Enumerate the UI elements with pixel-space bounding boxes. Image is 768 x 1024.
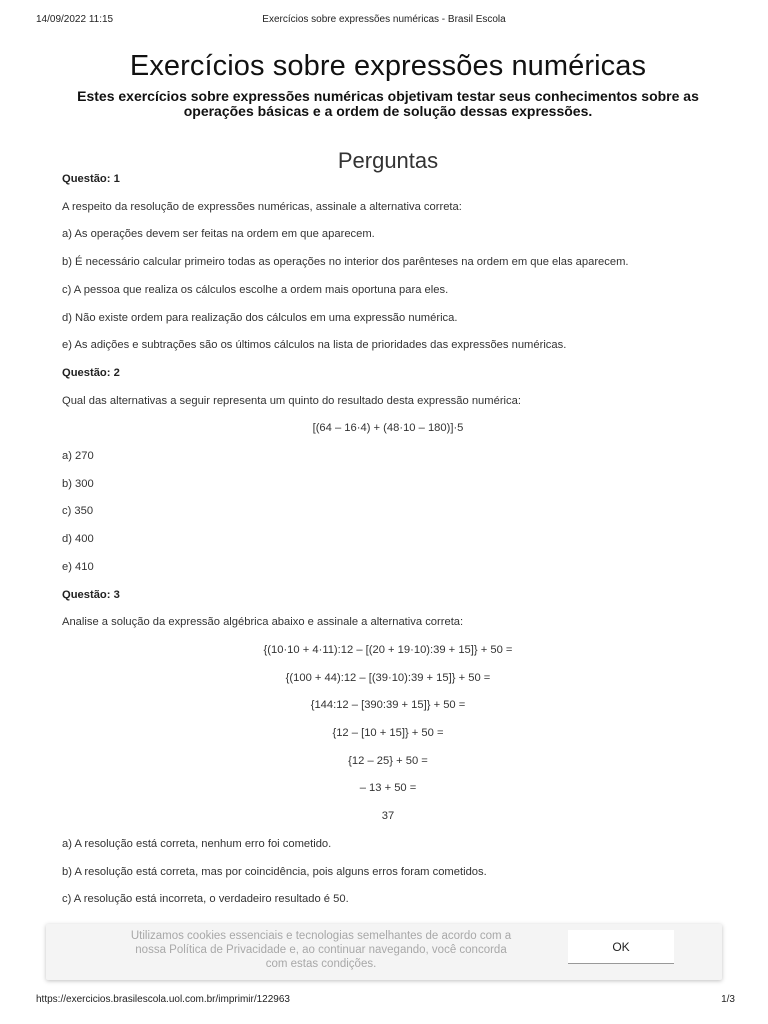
- question-label: Questão: 1: [62, 173, 120, 185]
- math-expression-step: {(100 + 44):12 – [(39·10):39 + 15]} + 50 =: [285, 672, 491, 684]
- math-expression-step: {(10·10 + 4·11):12 – [(20 + 19·10):39 + 15]} + 50 =: [263, 644, 513, 656]
- cookie-text-line-1: Utilizamos cookies essenciais e tecnologias semelhantes de acordo com a: [130, 930, 512, 942]
- cookie-text-line-2: nossa Política de Privacidade e, ao continuar navegando, você concorda: [135, 944, 507, 956]
- cookie-consent-text: [76, 929, 566, 971]
- question-statement: Qual das alternativas a seguir representa um quinto do resultado desta expressão numérica:: [62, 395, 521, 407]
- section-title: Perguntas: [337, 148, 439, 173]
- question-label: Questão: 3: [62, 589, 120, 601]
- answer-option: e) 410: [62, 561, 94, 573]
- article-intro: [40, 89, 736, 119]
- math-expression-step: {144:12 – [390:39 + 15]} + 50 =: [310, 699, 466, 711]
- print-url: https://exercicios.brasilescola.uol.com.br/imprimir/122963: [36, 994, 290, 1005]
- math-expression-result: 37: [381, 810, 395, 822]
- answer-option: d) Não existe ordem para realização dos cálculos em uma expressão numérica.: [62, 312, 458, 324]
- print-header: [0, 14, 768, 28]
- print-page-title: Exercícios sobre expressões numéricas - Brasil Escola: [262, 14, 506, 25]
- answer-option: a) 270: [62, 450, 94, 462]
- math-expression-step: – 13 + 50 =: [359, 782, 417, 794]
- intro-line-1: Estes exercícios sobre expressões numéricas objetivam testar seus conhecimentos sobre as: [77, 88, 699, 104]
- article-title: Exercícios sobre expressões numéricas: [129, 50, 647, 82]
- question-statement: A respeito da resolução de expressões numéricas, assinale a alternativa correta:: [62, 201, 462, 213]
- question-statement: Analise a solução da expressão algébrica abaixo e assinale a alternativa correta:: [62, 616, 464, 628]
- answer-option: d) 400: [62, 533, 94, 545]
- answer-option: b) 300: [62, 478, 94, 490]
- answer-option: a) A resolução está correta, nenhum erro foi cometido.: [62, 838, 332, 850]
- math-expression-step: {12 – [10 + 15]} + 50 =: [332, 727, 444, 739]
- answer-option: b) É necessário calcular primeiro todas as operações no interior dos parênteses na ordem em que elas aparecem.: [62, 256, 629, 268]
- answer-option: c) 350: [62, 505, 94, 517]
- math-expression: [(64 – 16·4) + (48·10 – 180)]·5: [312, 422, 464, 434]
- question-label: Questão: 2: [62, 367, 120, 379]
- answer-option: a) As operações devem ser feitas na ordem em que aparecem.: [62, 228, 375, 240]
- answer-option: b) A resolução está correta, mas por coincidência, pois alguns erros foram cometidos.: [62, 866, 487, 878]
- answer-option: c) A pessoa que realiza os cálculos escolhe a ordem mais oportuna para eles.: [62, 284, 449, 296]
- print-datetime: 14/09/2022 11:15: [36, 14, 114, 25]
- answer-option: c) A resolução está incorreta, o verdadeiro resultado é 50.: [62, 893, 349, 905]
- print-footer: [0, 994, 768, 1008]
- math-expression-step: {12 – 25} + 50 =: [348, 755, 428, 767]
- cookie-ok-button[interactable]: OK: [568, 930, 674, 964]
- answer-option: e) As adições e subtrações são os últimos cálculos na lista de prioridades das expressões numéricas.: [62, 339, 567, 351]
- cookie-consent-banner: [46, 924, 722, 980]
- print-page-number: 1/3: [721, 994, 735, 1005]
- intro-line-2: operações básicas e a ordem de solução dessas expressões.: [183, 103, 593, 119]
- cookie-text-line-3: com estas condições.: [265, 958, 377, 970]
